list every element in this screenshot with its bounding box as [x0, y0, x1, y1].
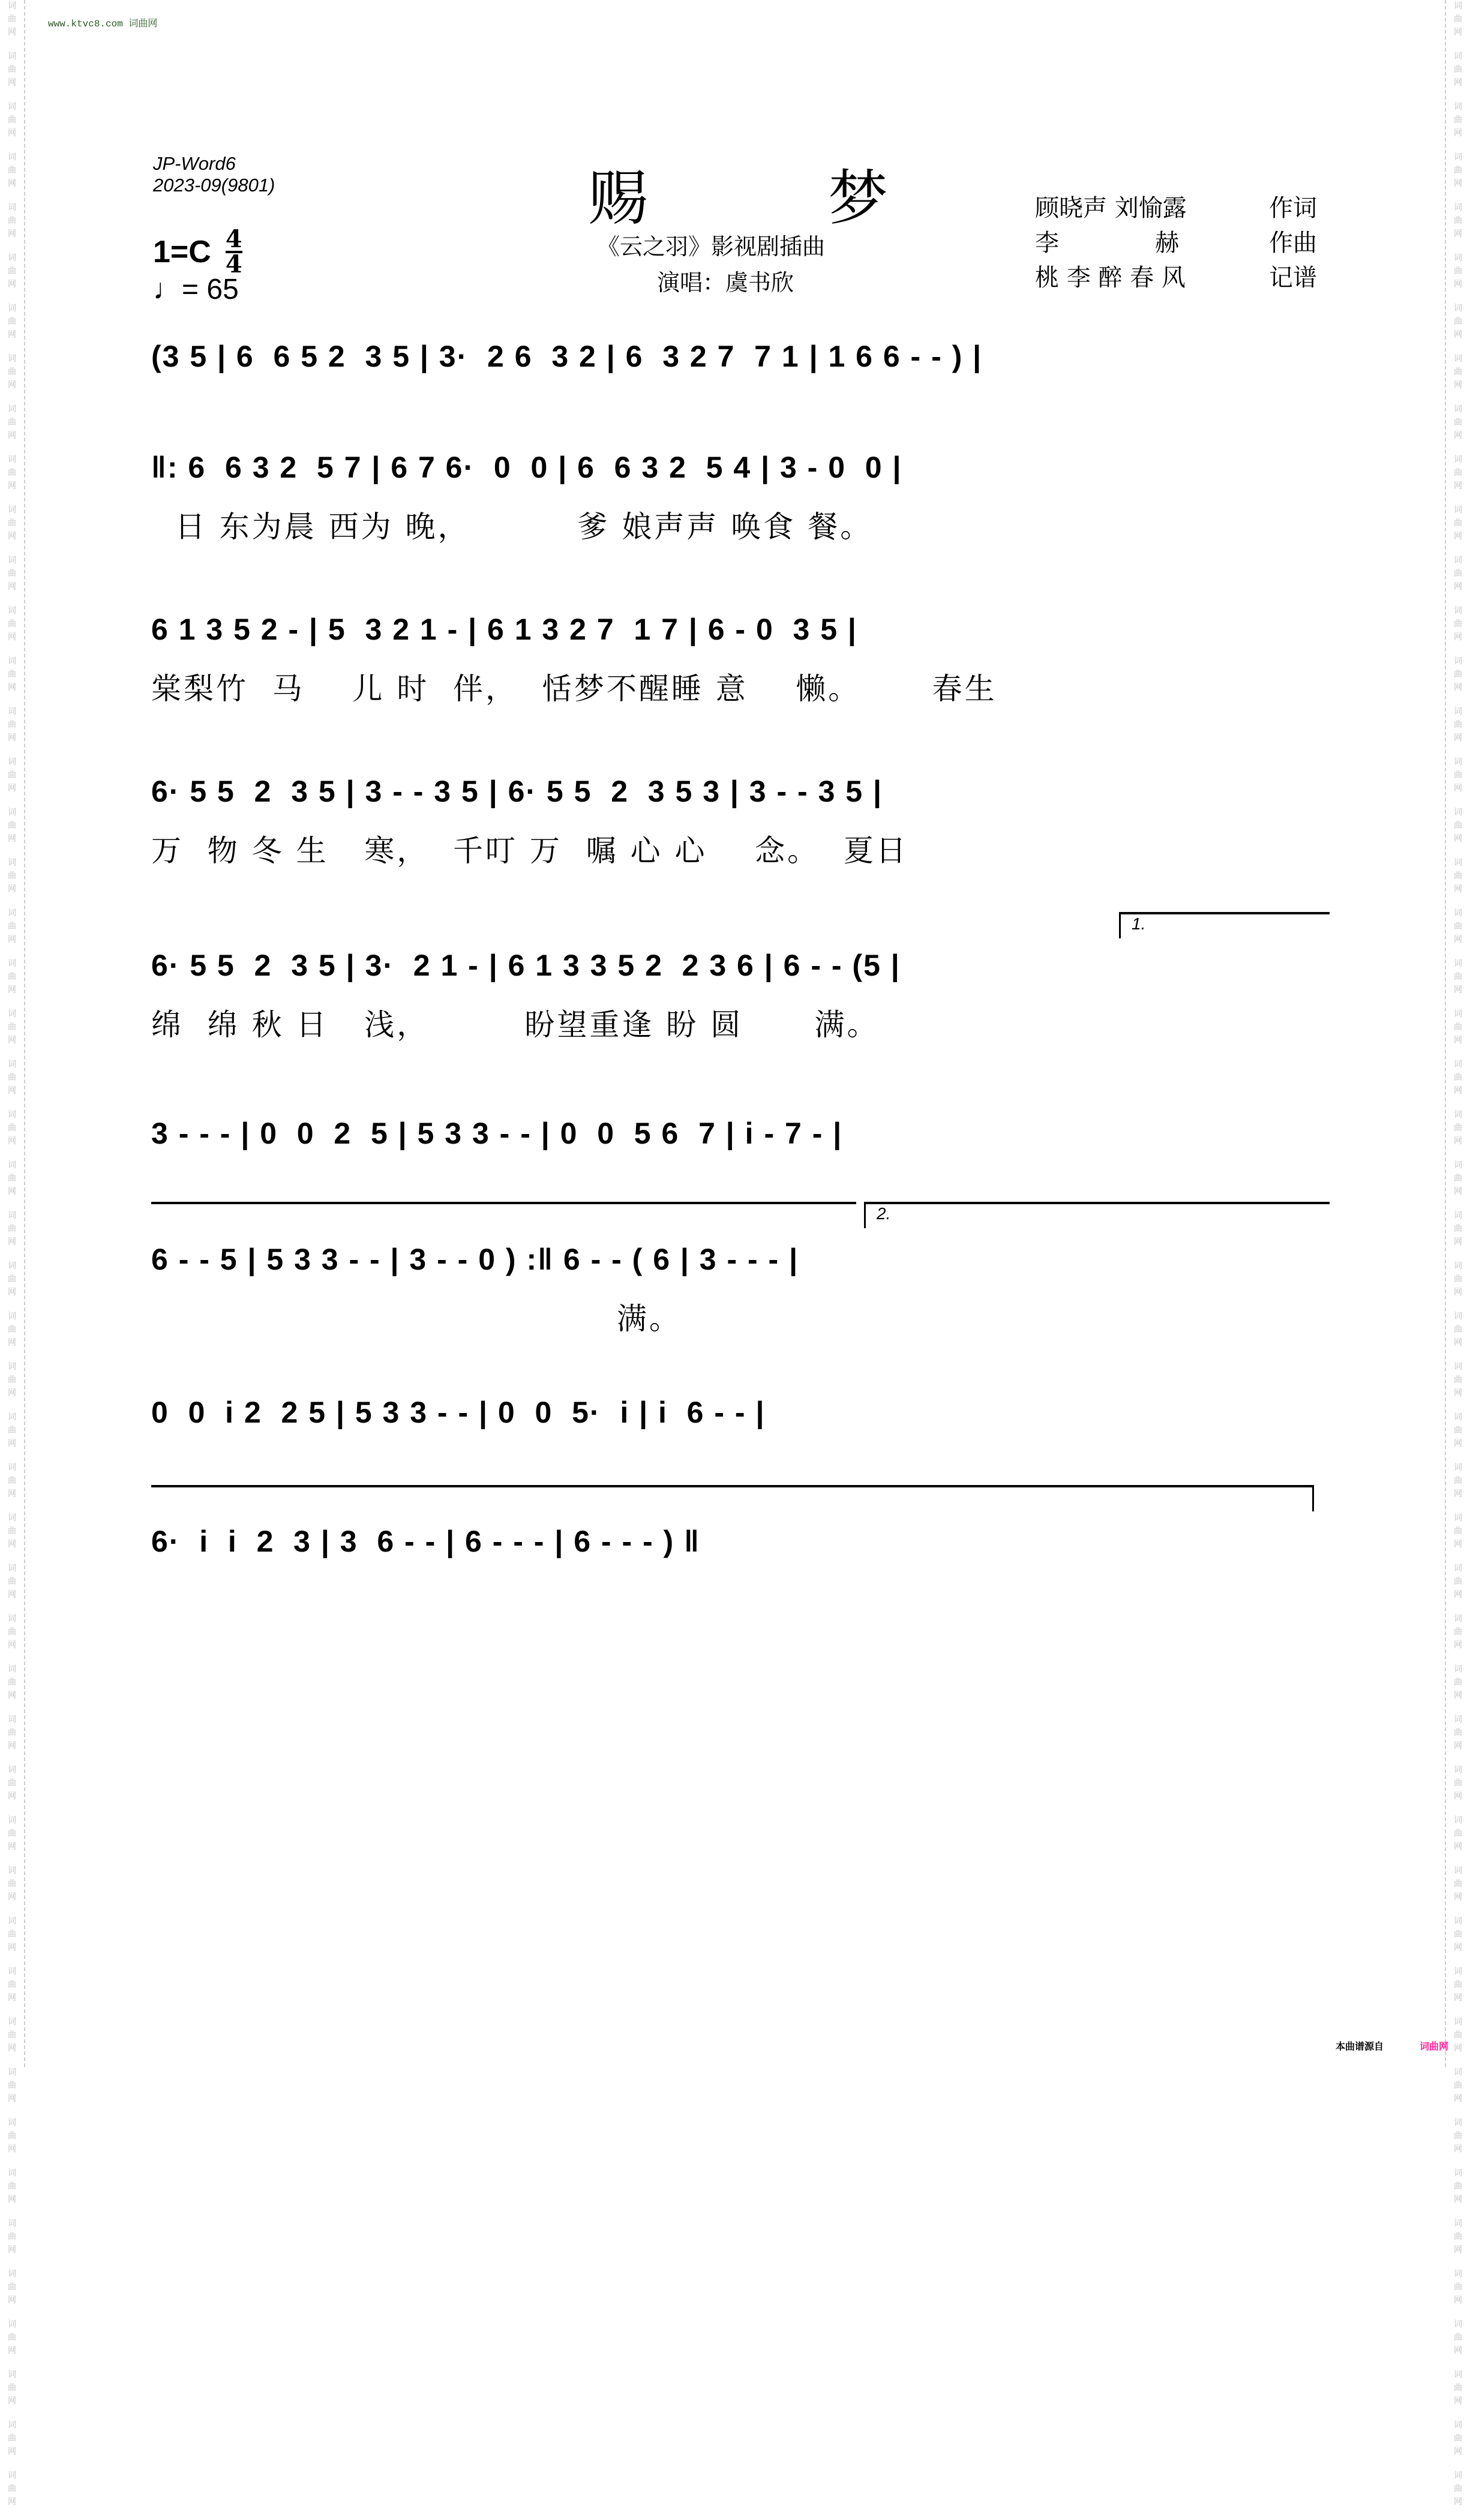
footer-source-label: 本曲谱源自 [1336, 2041, 1384, 2052]
credit-role: 记谱 [1269, 264, 1317, 292]
score-line-8 [151, 1395, 1321, 1430]
lyrics: 绵 绵 秋 日 浅， 盼望重逢 盼 圆 满。 [151, 1007, 880, 1042]
credit-lyrics [1035, 191, 1317, 226]
singer: 演唱：虞书欣 [657, 269, 794, 296]
bracket-line [151, 1485, 1314, 1511]
score-line-2 [151, 450, 1321, 546]
credit-name: 桃 李 醉 春 风 [1035, 264, 1186, 292]
software-name: JP-Word6 [153, 153, 236, 174]
lyrics: 日 东为晨 西为 晚， 爹 娘声声 唤食 餐。 [151, 509, 873, 544]
credit-name: 顾晓声 刘愉露 [1035, 194, 1187, 222]
notes: 6 - - 5 | 5 3 3 - - | 3 - - 0 ) :‖ 6 - - ( 6 | 3 - - - | [151, 1243, 799, 1276]
lyrics: 满。 [151, 1301, 682, 1336]
notes: 3 - - - | 0 0 2 5 | 5 3 3 - - | 0 0 5 6 7 | i - 7 - | [151, 1117, 843, 1150]
credit-music [1035, 226, 1317, 260]
score-line-4 [151, 774, 1321, 870]
volta-1: 1. [1119, 912, 1330, 938]
notes: ‖: 6 6 3 2 5 7 | 6 7 6· 0 0 | 6 6 3 2 5 4 | 3 - 0 0 | [151, 451, 902, 484]
footer-site-link[interactable]: 词曲网 [1420, 2041, 1449, 2052]
time-top: 4 [225, 225, 242, 253]
software-version: 2023-09(9801) [153, 175, 275, 196]
score-line-1 [151, 339, 1321, 374]
notes: 0 0 i 2 2 5 | 5 3 3 - - | 0 0 5· i | i 6 - - | [151, 1396, 766, 1429]
credit-role: 作词 [1269, 194, 1317, 222]
credits [1035, 191, 1317, 295]
song-title: 赐梦 [588, 163, 1068, 233]
watermark-strip-right: 词 曲 网 词 曲 网 词 曲 网 词 曲 网 词 曲 网 词 曲 网 词 曲 网 词 曲 网 词 曲 网 词 曲 网 词 曲 网 词 曲 网 词 曲 网 词 曲 网 词 曲 网 词 曲 网 词 曲 网 词 曲 网 词 曲 网 词 曲 网 词 曲 网 词 曲 网 词 曲 网 词 曲 网 词 曲 网 词 曲 网 词 曲 网 词 曲 网 词 曲 网 词 曲 网 词 曲 网 词 曲 网 词 曲 网 词 曲 网 词 曲 网 词 曲 网 词 曲 网 词 曲 网 词 曲 网 词 曲 网 词 曲 网 词 曲 网 词 曲 网 词 曲 网 词 曲 网 词 曲 网 词 曲 网 词 曲 网 词 曲 网 词 曲 网 [1445, 0, 1470, 2067]
watermark-site: www.ktvc8.com 词曲网 [48, 19, 158, 29]
key: 1=C [153, 235, 211, 269]
notes: 6· i i 2 3 | 3 6 - - | 6 - - - | 6 - - - ) ‖ [151, 1525, 700, 1558]
credit-transcriber [1035, 260, 1317, 295]
score-line-9 [151, 1524, 1321, 1559]
credit-role: 作曲 [1269, 229, 1317, 257]
score-line-7 [151, 1242, 1321, 1338]
tempo: ♩= 65 [153, 274, 239, 305]
software-info [153, 153, 275, 196]
volta-2: 2. [864, 1202, 1330, 1228]
score-line-6 [151, 1116, 1321, 1151]
notes: (3 5 | 6 6 5 2 3 5 | 3· 2 6 3 2 | 6 3 2 7 7 1 | 1 6 6 - - ) | [151, 340, 983, 373]
lyrics: 万 物 冬 生 寒， 千叮 万 嘱 心 心 念。 夏日 [151, 833, 908, 868]
watermark-strip-left: 词 曲 网 词 曲 网 词 曲 网 词 曲 网 词 曲 网 词 曲 网 词 曲 网 词 曲 网 词 曲 网 词 曲 网 词 曲 网 词 曲 网 词 曲 网 词 曲 网 词 曲 网 词 曲 网 词 曲 网 词 曲 网 词 曲 网 词 曲 网 词 曲 网 词 曲 网 词 曲 网 词 曲 网 词 曲 网 词 曲 网 词 曲 网 词 曲 网 词 曲 网 词 曲 网 词 曲 网 词 曲 网 词 曲 网 词 曲 网 词 曲 网 词 曲 网 词 曲 网 词 曲 网 词 曲 网 词 曲 网 词 曲 网 词 曲 网 词 曲 网 词 曲 网 词 曲 网 词 曲 网 词 曲 网 词 曲 网 词 曲 网 词 曲 网 [0, 0, 25, 2067]
notes: 6 1 3 5 2 - | 5 3 2 1 - | 6 1 3 2 7 1 7 | 6 - 0 3 5 | [151, 613, 857, 646]
song-subtitle: 《云之羽》影视剧插曲 [597, 233, 826, 260]
key-signature [153, 225, 242, 278]
time-signature [225, 225, 242, 278]
notes: 6· 5 5 2 3 5 | 3 - - 3 5 | 6· 5 5 2 3 5 3 | 3 - - 3 5 | [151, 775, 883, 808]
notes: 6· 5 5 2 3 5 | 3· 2 1 - | 6 1 3 3 5 2 2 3 6 | 6 - - (5 | [151, 949, 901, 982]
volta-1-continuation [151, 1202, 856, 1204]
score-line-5 [151, 948, 1321, 1044]
score-line-3 [151, 612, 1321, 708]
lyrics: 棠梨竹 马 儿 时 伴， 恬梦不醒睡 意 懒。 春生 [151, 671, 997, 706]
credit-name: 李 赫 [1035, 229, 1179, 257]
time-bottom: 4 [225, 250, 242, 278]
